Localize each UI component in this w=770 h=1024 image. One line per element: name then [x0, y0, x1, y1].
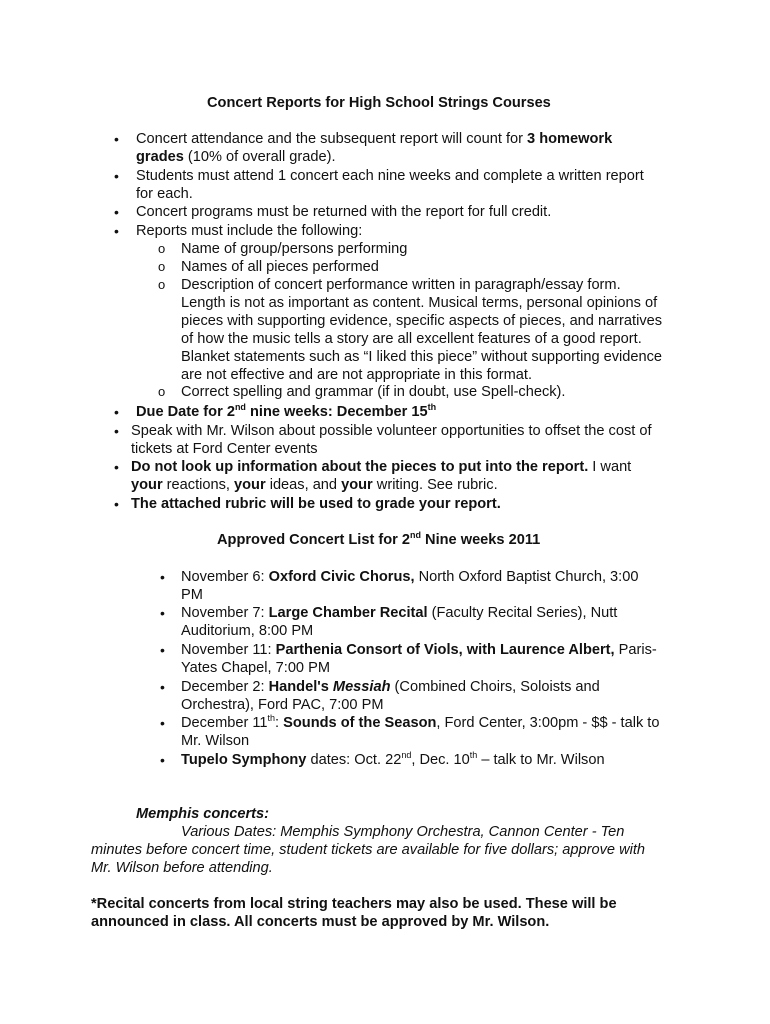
concert-item: November 11: Parthenia Consort of Viols, with Laurence Albert, Paris-: [181, 642, 657, 658]
bullet-icon: •: [114, 204, 119, 220]
bullet-icon: •: [114, 404, 119, 420]
memphis-text: minutes before concert time, student tickets are available for five dollars; approve with: [91, 842, 646, 858]
concert-item: December 2: Handel's Messiah (Combined Choirs, Soloists and: [181, 679, 600, 695]
concert-list-heading: Approved Concert List for 2nd Nine weeks 2011: [217, 530, 541, 548]
concert-item: Yates Chapel, 7:00 PM: [181, 660, 330, 676]
concert-item: Tupelo Symphony dates: Oct. 22nd, Dec. 10th – talk to Mr. Wilson: [181, 750, 605, 768]
bullet-text: Concert programs must be returned with the report for full credit.: [136, 204, 552, 220]
memphis-heading: Memphis concerts:: [136, 806, 269, 822]
footer-note: announced in class. All concerts must be approved by Mr. Wilson.: [91, 914, 550, 930]
sub-bullet-text: Length is not as important as content. Musical terms, personal opinions of: [181, 295, 658, 311]
sub-bullet-text: are not effective and are not appropriate in this format.: [181, 367, 532, 383]
sub-bullet-text: of how the music tells a story are all excellent features of a good report.: [181, 331, 642, 347]
concert-item: December 11th: Sounds of the Season, Ford Center, 3:00pm - $$ - talk to: [181, 713, 660, 731]
bullet-text: your reactions, your ideas, and your writing. See rubric.: [131, 477, 498, 493]
page-title: Concert Reports for High School Strings Courses: [207, 95, 551, 111]
sub-bullet-text: Description of concert performance written in paragraph/essay form.: [181, 277, 621, 293]
due-date: Due Date for 2nd nine weeks: December 15th: [136, 402, 437, 420]
sub-bullet-icon: o: [158, 241, 166, 256]
bullet-icon: •: [160, 642, 165, 658]
bullet-icon: •: [160, 569, 165, 585]
bullet-icon: •: [114, 168, 119, 184]
bullet-icon: •: [160, 679, 165, 695]
sub-bullet-text: Correct spelling and grammar (if in doubt, use Spell-check).: [181, 384, 566, 400]
sub-bullet-text: Names of all pieces performed: [181, 259, 379, 275]
bullet-text: The attached rubric will be used to grade your report.: [131, 496, 501, 512]
bullet-text: Speak with Mr. Wilson about possible volunteer opportunities to offset the cost of: [131, 423, 652, 439]
bullet-icon: •: [114, 223, 119, 239]
bullet-text: Concert attendance and the subsequent report will count for 3 homework: [136, 131, 613, 147]
concert-item: Auditorium, 8:00 PM: [181, 623, 314, 639]
bullet-icon: •: [160, 605, 165, 621]
concert-item: PM: [181, 587, 203, 603]
memphis-text: Various Dates: Memphis Symphony Orchestra, Cannon Center - Ten: [181, 824, 625, 840]
bullet-text: Do not look up information about the pieces to put into the report. I want: [131, 459, 632, 475]
concert-item: Mr. Wilson: [181, 733, 250, 749]
bullet-text: Reports must include the following:: [136, 223, 363, 239]
sub-bullet-icon: o: [158, 259, 166, 274]
concert-item: November 6: Oxford Civic Chorus, North Oxford Baptist Church, 3:00: [181, 569, 639, 585]
bullet-icon: •: [160, 715, 165, 731]
footer-note: *Recital concerts from local string teachers may also be used. These will be: [91, 896, 617, 912]
bullet-icon: •: [114, 423, 119, 439]
concert-item: November 7: Large Chamber Recital (Faculty Recital Series), Nutt: [181, 605, 618, 621]
bullet-text: for each.: [136, 186, 193, 202]
sub-bullet-icon: o: [158, 384, 166, 399]
sub-bullet-text: Name of group/persons performing: [181, 241, 408, 257]
sub-bullet-text: pieces with supporting evidence, specific aspects of pieces, and narratives: [181, 313, 663, 329]
bullet-text: tickets at Ford Center events: [131, 441, 318, 457]
sub-bullet-icon: o: [158, 277, 166, 292]
bullet-text: Students must attend 1 concert each nine weeks and complete a written report: [136, 168, 644, 184]
bullet-text: grades (10% of overall grade).: [136, 149, 336, 165]
sub-bullet-text: Blanket statements such as “I liked this piece” without supporting evidence: [181, 349, 663, 365]
concert-item: Orchestra), Ford PAC, 7:00 PM: [181, 697, 384, 713]
memphis-text: Mr. Wilson before attending.: [91, 860, 273, 876]
bullet-icon: •: [160, 752, 165, 768]
bullet-icon: •: [114, 459, 119, 475]
bullet-icon: •: [114, 131, 119, 147]
bullet-icon: •: [114, 496, 119, 512]
